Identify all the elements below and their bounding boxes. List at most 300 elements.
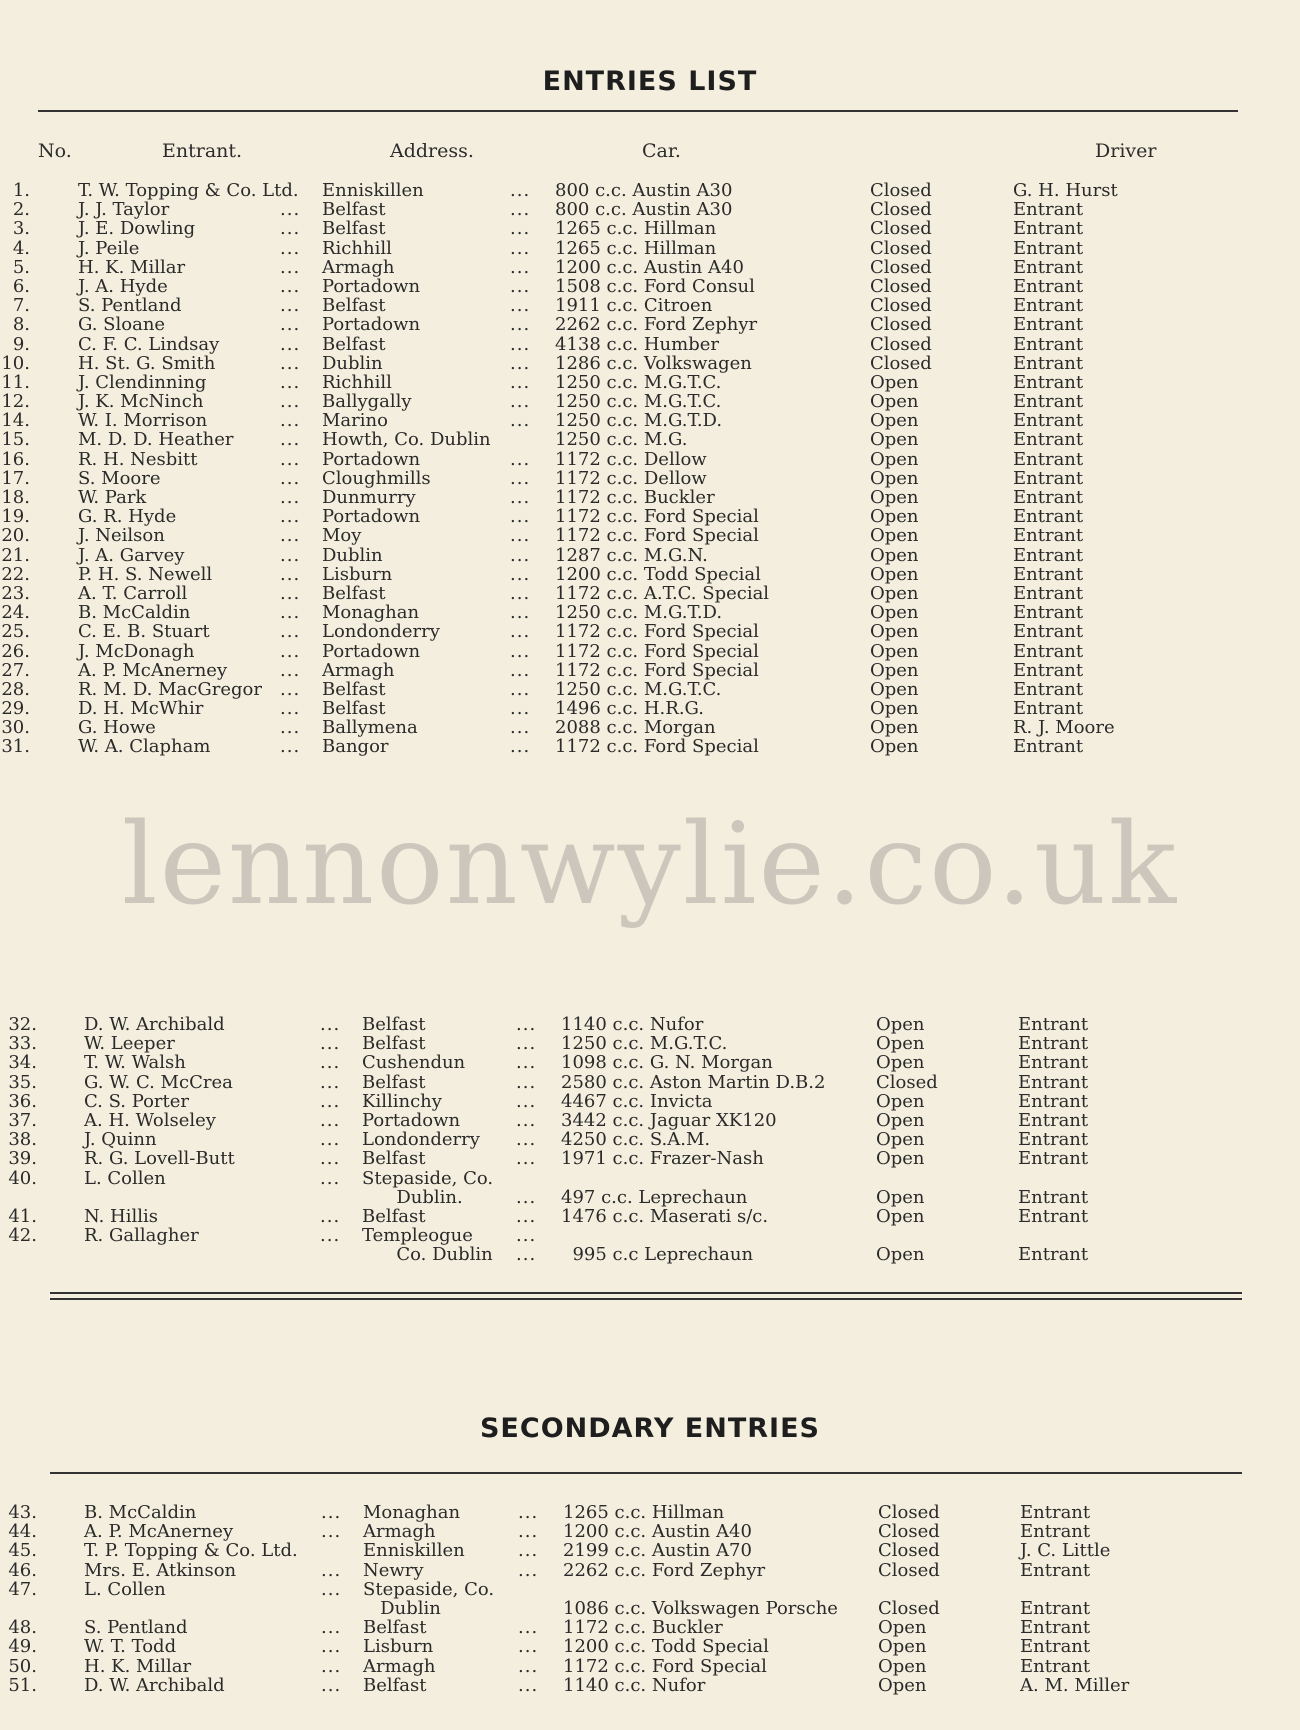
entry-driver: Entrant (1013, 352, 1084, 374)
entry-driver: Entrant (1020, 1502, 1091, 1523)
entry-body-type: Open (870, 717, 919, 739)
entry-row (0, 1034, 1300, 1053)
entry-body-type: Closed (870, 199, 932, 221)
entry-entrant: D. W. Archibald (84, 1674, 225, 1696)
entry-leader-dots: ... (280, 506, 301, 528)
entry-number: 3. (12, 218, 30, 240)
entry-row (0, 335, 1300, 354)
entry-number: 31. (1, 736, 30, 758)
entry-leader-dots: ... (280, 659, 301, 681)
entry-number: 51. (8, 1674, 37, 1696)
entry-address: Portadown (362, 1109, 461, 1131)
entry-entrant: G. W. C. McCrea (84, 1071, 233, 1093)
entry-car: 1172 c.c. Buckler (563, 1617, 723, 1639)
entry-entrant: P. H. S. Newell (78, 563, 213, 585)
entry-number: 19. (1, 506, 30, 528)
entry-car: 1172 c.c. Ford Special (555, 621, 759, 643)
entry-leader-dots: ... (518, 1502, 539, 1523)
entry-car: 1250 c.c. M.G. (555, 429, 688, 451)
entry-driver: Entrant (1018, 1052, 1089, 1074)
entry-leader-dots: ... (280, 237, 301, 259)
entry-number: 1. (12, 180, 30, 201)
entry-row (0, 680, 1300, 699)
entry-number: 48. (8, 1617, 37, 1639)
entry-address: Armagh (322, 659, 395, 681)
entry-address: Portadown (322, 448, 421, 470)
entry-car: 1200 c.c. Austin A40 (563, 1521, 752, 1543)
entry-driver: Entrant (1013, 256, 1084, 278)
entry-body-type: Closed (878, 1597, 940, 1619)
entry-number: 2. (12, 199, 30, 221)
entry-address: Belfast (322, 333, 386, 355)
entry-leader-dots: ... (516, 1205, 537, 1227)
entry-address: Belfast (362, 1033, 426, 1055)
entry-driver: A. M. Miller (1020, 1674, 1130, 1696)
entry-address: Belfast (363, 1674, 427, 1696)
entry-leader-dots: ... (510, 275, 531, 297)
entry-address: Howth, Co. Dublin (322, 429, 491, 451)
header-address: Address. (390, 140, 474, 162)
entry-driver: Entrant (1020, 1559, 1091, 1581)
entry-number: 22. (1, 563, 30, 585)
entry-row (0, 430, 1300, 449)
entry-leader-dots: ... (280, 218, 301, 240)
entry-row (0, 1561, 1300, 1580)
entry-leader-dots: ... (320, 1052, 341, 1074)
entry-leader-dots: ... (320, 1071, 341, 1093)
entry-leader-dots: ... (280, 736, 301, 758)
entry-body-type: Open (876, 1090, 925, 1112)
entry-leader-dots: ... (516, 1052, 537, 1074)
entry-row (0, 1618, 1300, 1637)
entry-row (0, 1149, 1300, 1168)
entry-driver: Entrant (1018, 1071, 1089, 1093)
entry-leader-dots: ... (280, 621, 301, 643)
entry-leader-dots: ... (518, 1521, 539, 1543)
entry-row (0, 373, 1300, 392)
entry-row (0, 488, 1300, 507)
entry-body-type: Open (876, 1109, 925, 1131)
entry-row (0, 642, 1300, 661)
entry-leader-dots: ... (321, 1655, 342, 1677)
entry-car: 1200 c.c. Todd Special (563, 1636, 769, 1658)
entry-address: Ballygally (322, 391, 412, 413)
entry-address: Londonderry (322, 621, 440, 643)
entry-entrant: D. H. McWhir (78, 698, 204, 720)
entry-entrant: T. W. Walsh (84, 1052, 186, 1074)
entry-body-type: Closed (870, 256, 932, 278)
entry-row (0, 1130, 1300, 1149)
entry-leader-dots: ... (510, 659, 531, 681)
entries-list-continued (0, 1015, 1300, 1264)
entry-number: 9. (12, 333, 30, 355)
entry-body-type: Open (876, 1014, 925, 1035)
entry-address: Ballymena (322, 717, 418, 739)
entry-number: 50. (8, 1655, 37, 1677)
entry-address: Belfast (322, 678, 386, 700)
entry-car: 1250 c.c. M.G.T.D. (555, 410, 723, 432)
entry-number: 8. (12, 314, 30, 336)
entry-body-type: Closed (878, 1540, 940, 1562)
entry-leader-dots: ... (516, 1109, 537, 1131)
entry-leader-dots: ... (516, 1014, 537, 1035)
entry-number: 38. (8, 1129, 37, 1151)
entry-row (0, 219, 1300, 238)
entry-car: 1476 c.c. Maserati s/c. (561, 1205, 769, 1227)
entries-list-title: ENTRIES LIST (542, 66, 758, 97)
entry-entrant: J. McDonagh (78, 640, 195, 662)
entry-driver: Entrant (1018, 1090, 1089, 1112)
entry-body-type: Closed (870, 237, 932, 259)
entry-car: 1250 c.c. M.G.T.C. (555, 371, 722, 393)
entry-leader-dots: ... (280, 448, 301, 470)
entry-driver: Entrant (1013, 736, 1084, 758)
entry-driver: Entrant (1013, 467, 1084, 489)
entry-body-type: Open (876, 1244, 925, 1266)
entry-car: 1172 c.c. Ford Special (555, 736, 759, 758)
entry-driver: Entrant (1013, 659, 1084, 681)
entry-leader-dots: ... (510, 602, 531, 624)
entry-leader-dots: ... (510, 180, 531, 201)
entry-address: Portadown (322, 640, 421, 662)
entry-car: 4138 c.c. Humber (555, 333, 719, 355)
entry-entrant: G. Sloane (78, 314, 166, 336)
entry-address: Marino (322, 410, 388, 432)
entry-number: 4. (12, 237, 30, 259)
entry-leader-dots: ... (510, 487, 531, 508)
entry-car: 4250 c.c. S.A.M. (561, 1129, 711, 1151)
entry-entrant: G. R. Hyde (78, 506, 177, 528)
entry-entrant: R. M. D. MacGregor (78, 678, 262, 700)
entry-number: 20. (1, 525, 30, 547)
entry-leader-dots: ... (280, 544, 301, 566)
entry-number: 26. (1, 640, 30, 662)
entry-entrant: W. T. Todd (84, 1636, 177, 1658)
entry-leader-dots: ... (510, 199, 531, 221)
entry-address: Lisburn (322, 563, 393, 585)
entry-leader-dots: ... (280, 199, 301, 221)
entry-leader-dots: ... (510, 717, 531, 739)
entry-entrant: A. P. McAnerney (84, 1521, 234, 1543)
entry-address: Newry (363, 1559, 424, 1581)
entry-leader-dots: ... (516, 1129, 537, 1151)
title-rule (38, 110, 1238, 112)
entry-address: Richhill (322, 371, 392, 393)
entry-body-type: Open (870, 659, 919, 681)
entry-entrant: W. I. Morrison (78, 410, 208, 432)
entry-address: Portadown (322, 275, 421, 297)
entry-leader-dots: ... (516, 1090, 537, 1112)
entry-address: Dublin. (362, 1186, 463, 1208)
entry-body-type: Open (878, 1636, 927, 1658)
entry-row (0, 354, 1300, 373)
entry-address: Portadown (322, 506, 421, 528)
entry-leader-dots: ... (510, 467, 531, 489)
entry-address: Belfast (322, 218, 386, 240)
entry-driver: R. J. Moore (1013, 717, 1115, 739)
entry-row (0, 1599, 1300, 1618)
entry-address: Lisburn (363, 1636, 434, 1658)
entry-car: 1265 c.c. Hillman (555, 237, 717, 259)
entry-entrant: W. Park (78, 487, 147, 508)
entry-address: Armagh (363, 1655, 436, 1677)
entry-row (0, 315, 1300, 334)
entry-address: Stepaside, Co. (362, 1167, 494, 1189)
entry-address: Cushendun (362, 1052, 466, 1074)
entry-driver: Entrant (1013, 602, 1084, 624)
entry-entrant: R. G. Lovell-Butt (84, 1148, 235, 1170)
section-double-rule-bottom (50, 1298, 1242, 1300)
entry-row (0, 622, 1300, 641)
entry-driver: Entrant (1020, 1636, 1091, 1658)
entry-body-type: Open (878, 1617, 927, 1639)
entry-driver: Entrant (1013, 448, 1084, 470)
entry-car: 1265 c.c. Hillman (555, 218, 717, 240)
entry-leader-dots: ... (510, 237, 531, 259)
entry-address: Enniskillen (363, 1540, 465, 1562)
entry-address: Richhill (322, 237, 392, 259)
entry-row (0, 1541, 1300, 1560)
entry-leader-dots: ... (510, 295, 531, 317)
entry-body-type: Open (878, 1655, 927, 1677)
entry-leader-dots: ... (321, 1559, 342, 1581)
entry-leader-dots: ... (280, 333, 301, 355)
entry-body-type: Open (870, 525, 919, 547)
entry-address: Belfast (363, 1617, 427, 1639)
entry-row (0, 1657, 1300, 1676)
entry-entrant: N. Hillis (84, 1205, 159, 1227)
entry-car: 1172 c.c. A.T.C. Special (555, 582, 770, 604)
entry-number: 15. (1, 429, 30, 451)
entry-leader-dots: ... (320, 1033, 341, 1055)
entry-leader-dots: ... (320, 1014, 341, 1035)
entry-leader-dots: ... (321, 1502, 342, 1523)
entry-leader-dots: ... (280, 698, 301, 720)
entry-entrant: Mrs. E. Atkinson (84, 1559, 237, 1581)
entry-car: 3442 c.c. Jaguar XK120 (561, 1109, 777, 1131)
entry-driver: Entrant (1018, 1109, 1089, 1131)
entry-address: Monaghan (322, 602, 420, 624)
entry-car: 1172 c.c. Dellow (555, 467, 707, 489)
entry-driver: Entrant (1013, 410, 1084, 432)
entry-driver: Entrant (1013, 582, 1084, 604)
entry-address: Belfast (362, 1014, 426, 1035)
entry-address: Monaghan (363, 1502, 461, 1523)
entry-entrant: J. E. Dowling (78, 218, 196, 240)
entry-car: 1250 c.c. M.G.T.C. (555, 391, 722, 413)
entry-car: 4467 c.c. Invicta (561, 1090, 713, 1112)
entry-leader-dots: ... (320, 1225, 341, 1247)
entry-address: Belfast (362, 1205, 426, 1227)
entry-address: Belfast (322, 199, 386, 221)
entry-number: 24. (1, 602, 30, 624)
entry-entrant: B. McCaldin (84, 1502, 197, 1523)
entry-row (0, 603, 1300, 622)
entry-driver: Entrant (1013, 563, 1084, 585)
entry-driver: Entrant (1013, 698, 1084, 720)
entry-body-type: Closed (870, 275, 932, 297)
entry-row (0, 450, 1300, 469)
entry-row (0, 1676, 1300, 1695)
entry-driver: Entrant (1018, 1244, 1089, 1266)
entry-entrant: H. K. Millar (78, 256, 186, 278)
entry-body-type: Open (870, 621, 919, 643)
entry-row (0, 1580, 1300, 1599)
entry-driver: Entrant (1018, 1033, 1089, 1055)
entry-car: 2580 c.c. Aston Martin D.B.2 (561, 1071, 826, 1093)
entry-driver: Entrant (1013, 640, 1084, 662)
entry-car: 497 c.c. Leprechaun (561, 1186, 748, 1208)
entry-address: Belfast (322, 295, 386, 317)
entry-leader-dots: ... (280, 352, 301, 374)
entry-leader-dots: ... (320, 1148, 341, 1170)
entry-leader-dots: ... (518, 1674, 539, 1696)
entry-row (0, 1073, 1300, 1092)
entry-body-type: Open (878, 1674, 927, 1696)
entry-entrant: H. K. Millar (84, 1655, 192, 1677)
entry-entrant: R. Gallagher (84, 1225, 199, 1247)
entry-number: 40. (8, 1167, 37, 1189)
entry-driver: Entrant (1013, 275, 1084, 297)
entry-row (0, 469, 1300, 488)
entry-driver: Entrant (1018, 1148, 1089, 1170)
entry-number: 49. (8, 1636, 37, 1658)
entry-leader-dots: ... (280, 314, 301, 336)
entry-body-type: Open (870, 506, 919, 528)
entry-row (0, 181, 1300, 200)
entry-row (0, 239, 1300, 258)
entry-car: 1911 c.c. Citroen (555, 295, 713, 317)
entry-row (0, 1092, 1300, 1111)
entry-leader-dots: ... (510, 525, 531, 547)
entry-address: Enniskillen (322, 180, 424, 201)
entry-entrant: S. Pentland (78, 295, 182, 317)
entry-address: Belfast (322, 582, 386, 604)
entry-driver: Entrant (1018, 1129, 1089, 1151)
entry-body-type: Closed (878, 1521, 940, 1543)
entry-entrant: J. Quinn (84, 1129, 157, 1151)
entry-driver: Entrant (1013, 218, 1084, 240)
entry-entrant: A. H. Wolseley (84, 1109, 216, 1131)
entry-leader-dots: ... (518, 1559, 539, 1581)
entry-address: Stepaside, Co. (363, 1578, 495, 1600)
entry-body-type: Open (870, 544, 919, 566)
entry-entrant: G. Howe (78, 717, 156, 739)
entry-entrant: J. J. Taylor (78, 199, 170, 221)
entry-leader-dots: ... (518, 1636, 539, 1658)
entry-number: 35. (8, 1071, 37, 1093)
entry-leader-dots: ... (320, 1205, 341, 1227)
entry-body-type: Open (870, 678, 919, 700)
entry-body-type: Open (870, 448, 919, 470)
entry-row (0, 1015, 1300, 1034)
entry-driver: Entrant (1013, 506, 1084, 528)
entry-car: 1250 c.c. M.G.T.C. (561, 1033, 728, 1055)
entry-driver: Entrant (1020, 1655, 1091, 1677)
entry-leader-dots: ... (510, 314, 531, 336)
entry-number: 45. (8, 1540, 37, 1562)
entry-body-type: Open (870, 698, 919, 720)
entry-row (0, 1188, 1300, 1207)
entry-leader-dots: ... (280, 678, 301, 700)
entry-car: 1172 c.c. Ford Special (555, 506, 759, 528)
entry-driver: Entrant (1013, 237, 1084, 259)
entry-address: Armagh (322, 256, 395, 278)
entry-row (0, 1169, 1300, 1188)
entry-driver: Entrant (1020, 1597, 1091, 1619)
entry-number: 14. (1, 410, 30, 432)
entry-entrant: C. F. C. Lindsay (78, 333, 220, 355)
entry-car: 1265 c.c. Hillman (563, 1502, 725, 1523)
entry-entrant: R. H. Nesbitt (78, 448, 198, 470)
entry-car: 1286 c.c. Volkswagen (555, 352, 752, 374)
entry-row (0, 1245, 1300, 1264)
entry-car: 1172 c.c. Buckler (555, 487, 715, 508)
entry-row (0, 526, 1300, 545)
entry-body-type: Closed (870, 314, 932, 336)
entry-leader-dots: ... (321, 1521, 342, 1543)
entry-driver: Entrant (1013, 333, 1084, 355)
entry-leader-dots: ... (510, 256, 531, 278)
entry-number: 10. (1, 352, 30, 374)
entry-driver: Entrant (1013, 544, 1084, 566)
entry-driver: Entrant (1013, 525, 1084, 547)
entry-leader-dots: ... (518, 1655, 539, 1677)
entry-body-type: Closed (878, 1502, 940, 1523)
entry-leader-dots: ... (510, 506, 531, 528)
entry-leader-dots: ... (518, 1617, 539, 1639)
entry-address: Belfast (362, 1071, 426, 1093)
entry-entrant: C. S. Porter (84, 1090, 190, 1112)
entry-leader-dots: ... (280, 717, 301, 739)
entry-entrant: A. T. Carroll (78, 582, 188, 604)
entry-leader-dots: ... (280, 487, 301, 508)
entry-car: 1971 c.c. Frazer-Nash (561, 1148, 764, 1170)
entry-number: 23. (1, 582, 30, 604)
entry-entrant: J. A. Hyde (78, 275, 168, 297)
entry-car: 2088 c.c. Morgan (555, 717, 716, 739)
entry-row (0, 200, 1300, 219)
entry-address: Templeogue (362, 1225, 473, 1247)
entry-leader-dots: ... (510, 218, 531, 240)
entry-leader-dots: ... (510, 678, 531, 700)
entry-number: 29. (1, 698, 30, 720)
entry-number: 18. (1, 487, 30, 508)
entry-row (0, 1207, 1300, 1226)
entry-row (0, 296, 1300, 315)
entry-driver: Entrant (1013, 621, 1084, 643)
entry-leader-dots: ... (320, 1109, 341, 1131)
entry-address: Dublin (363, 1597, 441, 1619)
entry-leader-dots: ... (510, 371, 531, 393)
entry-number: 42. (8, 1225, 37, 1247)
entry-leader-dots: ... (280, 295, 301, 317)
entry-body-type: Open (876, 1205, 925, 1227)
entry-entrant: W. A. Clapham (78, 736, 211, 758)
entry-leader-dots: ... (320, 1167, 341, 1189)
entry-number: 43. (8, 1502, 37, 1523)
entry-car: 2262 c.c. Ford Zephyr (563, 1559, 766, 1581)
entry-leader-dots: ... (510, 640, 531, 662)
entry-entrant: J. Peile (78, 237, 140, 259)
entry-address: Londonderry (362, 1129, 480, 1151)
entry-car: 800 c.c. Austin A30 (555, 180, 733, 201)
entry-entrant: L. Collen (84, 1167, 166, 1189)
entry-address: Armagh (363, 1521, 436, 1543)
entry-driver: Entrant (1020, 1617, 1091, 1639)
entry-car: 1172 c.c. Ford Special (555, 659, 759, 681)
entry-row (0, 392, 1300, 411)
